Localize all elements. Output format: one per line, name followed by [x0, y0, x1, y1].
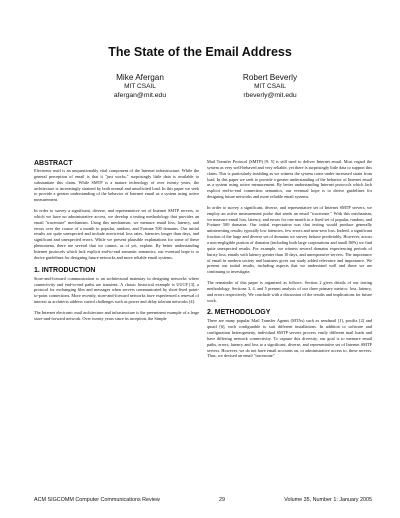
author-affiliation: MIT CSAIL	[124, 83, 156, 90]
footer-venue: ACM SIGCOMM Computer Communications Review	[34, 497, 160, 503]
methodology-heading: 2. METHODOLOGY	[207, 309, 271, 317]
introduction-paragraph: Store-and-forward communication is an architectural mainstay in designing networks where connectivity and end-to-end paths are transient. A classic historical example is UUCP [3], a protocol for exchanging files and messages when servers communicated by short-lived point-to-point connections. More recently, store-and-forward networks have experienced a renewal of interest as architects address varied challenges such as power and delay tolerant networks [4].	[34, 275, 199, 305]
abstract-paragraph: In order to survey a significant, diverse, and representative set of Internet SMTP servers, to which we have no administrative access, we develop a testing methodology that provides an email "traceroute" mechanism. Using this mechanism, we measure email loss, latency, and errors over the course of a month to popular, random, and Fortune 500 domains. Our initial results are quite unexpected and include non-trivial loss rates, latencies longer than days, and significant and unexpected errors. While we present plausible explanations for some of these phenomena, there are several that we cannot, as of yet, explain. By better understanding Internet protocols which lack explicit end-to-end semantic semantics, our eventual hope is to derive guidelines for designing future networks and more reliable email systems.	[34, 208, 199, 260]
introduction-paragraph: The Internet electronic mail architecture and infrastructure is the preeminent example of a large store-and-forward network. Over twenty years since its inception, the Simple	[34, 309, 199, 321]
methodology-paragraph: There are many popular Mail Transfer Agents (MTAs) such as sendmail [1], postfix [2] and qmail [6], each configurable to suit different installations. In addition to software and configuration heterogeneity, individual SMTP servers process vastly different mail loads and have differing network connectivity. To capture this diversity, our goal is to measure email paths, errors, latency and loss to a significant, diverse, and representative set of Internet SMTP servers. However, we do not have email accounts on, or administrative access to, these servers. Thus, we devised an email "traceroute"	[207, 318, 372, 359]
right-column	[207, 159, 372, 364]
author-affiliation: MIT CSAIL	[254, 83, 286, 90]
body-paragraph: The remainder of this paper is organized as follows. Section 2 gives details of our testing methodology. Sections 3, 4, and 5 present analysis of our three primary metrics: loss, latency, and errors respectively. We conclude with a discussion of the results and implications for future work.	[207, 280, 372, 303]
page-footer	[34, 497, 372, 503]
body-paragraph: Mail Transfer Protocol (SMTP) [9, 5] is still used to deliver Internet email. Most regard the system as very well-behaved and very reliable, yet there is surprisingly little data to support this claim. This is particularly troubling as we witness the system come under increased strain from load. In this paper we seek to provide a greater understanding of the behavior of Internet email as a system using active measurement. By better understanding Internet protocols which lack explicit end-to-end connection semantics, our eventual hope is to derive guidelines for designing future networks and more reliable email systems.	[207, 159, 372, 200]
author-block-1	[65, 73, 215, 100]
footer-volume: Volume 35, Number 1: January 2005	[284, 497, 372, 503]
footer-page-number: 29	[219, 497, 225, 503]
paper-title: The State of the Email Address	[108, 45, 292, 59]
author-email: rbeverly@mit.edu	[243, 92, 297, 99]
left-column	[34, 159, 199, 327]
author-email: afergan@mit.edu	[113, 92, 167, 99]
author-name: Mike Afergan	[116, 73, 164, 82]
author-name: Robert Beverly	[242, 73, 298, 82]
author-block-2	[195, 73, 345, 100]
body-paragraph: In order to survey a significant, diverse, and representative set of Internet SMTP servers, we employ an active measurement probe that sends an email "traceroute." With this mechanism, we measure email loss, latency, and errors for one month to a fixed set of popular, random, and Fortune 500 domains. Our initial expectation was that testing would produce generally uninteresting results: typically low latencies, few errors and near-zero loss. Indeed, a significant fraction of the large and diverse set of domains we survey behave predictably. However, across a non-negligible portion of domains (including both large corporations and small ISPs) we find quite unexpected results. For example, we witness several domains experiencing periods of bursty loss, emails with latency greater than 10 days, and unresponsive servers. The importance of email in modern society and business gives our study added relevance and importance. We present our initial results, including aspects that we understand well and those we are continuing to investigate.	[207, 204, 372, 275]
abstract-heading: ABSTRACT	[34, 160, 73, 167]
introduction-heading: 1. INTRODUCTION	[34, 266, 96, 274]
abstract-paragraph: Electronic mail is an unquestionably vital component of the Internet infrastructure. While the general perception of email is that it "just works," surprisingly little data is available to substantiate this claim. While SMTP is a mature technology of over twenty years, the architecture is increasingly strained by both normal and unsolicited load. In this paper we seek to provide a greater understanding of the behavior of Internet email as a system using active measurement.	[34, 168, 199, 203]
